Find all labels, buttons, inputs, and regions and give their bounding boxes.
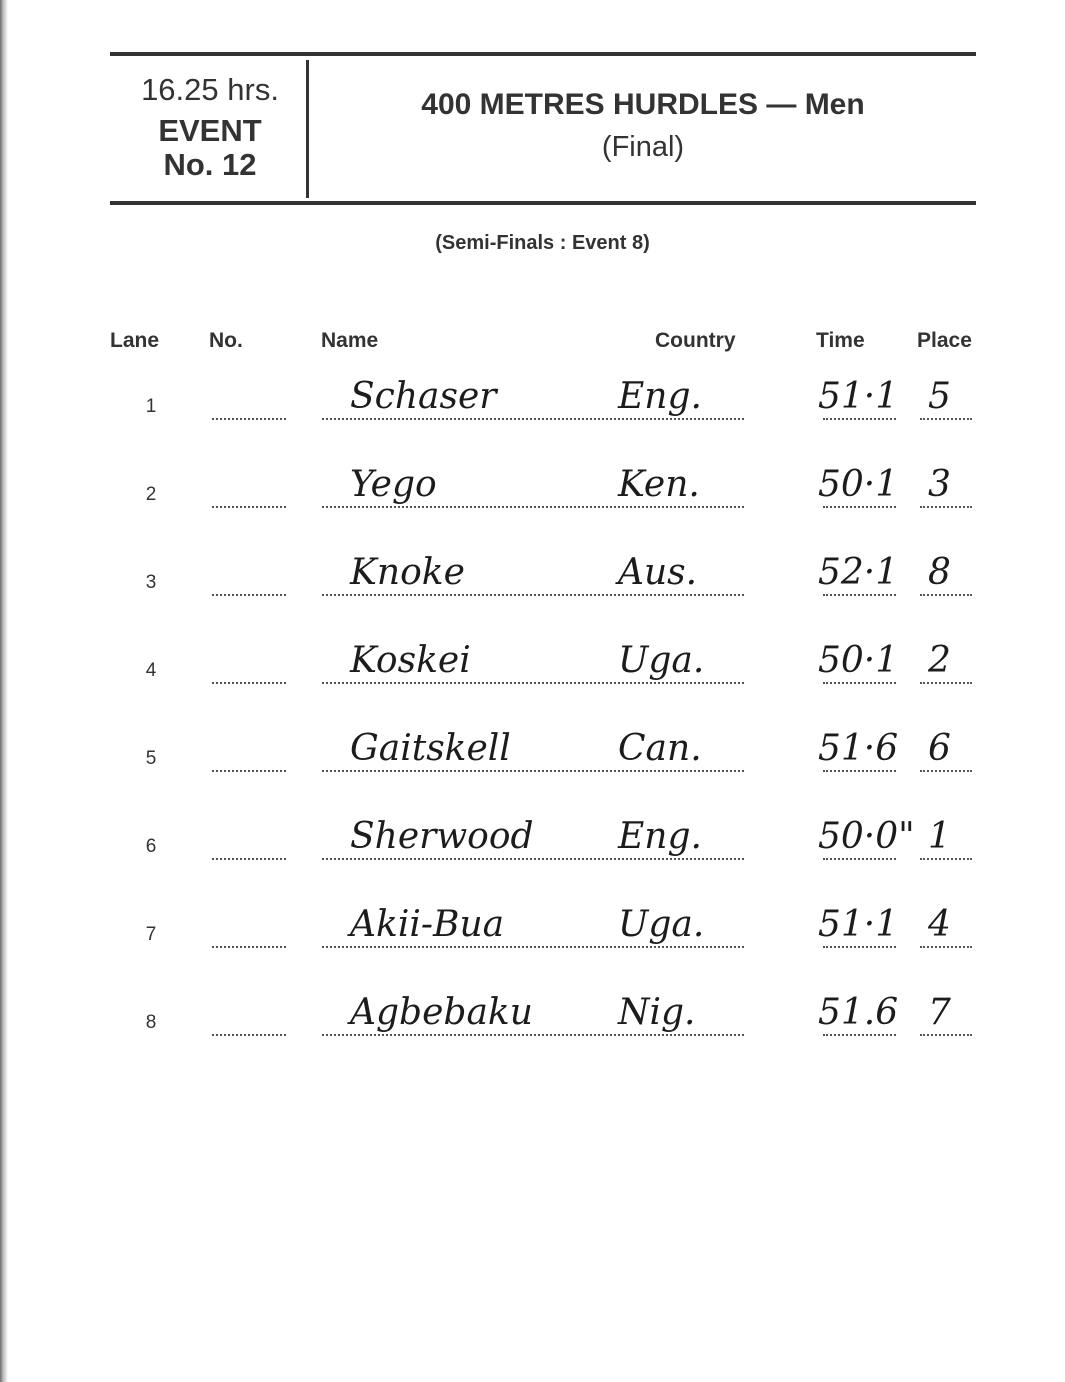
column-header-place: Place xyxy=(917,329,972,352)
result-time: 52·1 xyxy=(818,552,899,593)
time-line xyxy=(823,506,896,508)
name-country-line xyxy=(322,418,744,420)
lane-number: 3 xyxy=(145,572,157,593)
time-line xyxy=(823,418,896,420)
number-line xyxy=(212,506,286,508)
result-place: 4 xyxy=(928,904,951,945)
result-time: 51.6 xyxy=(818,992,899,1033)
time-line xyxy=(823,682,896,684)
place-line xyxy=(920,946,972,948)
name-country-line xyxy=(322,946,744,948)
place-line xyxy=(920,506,972,508)
event-time: 16.25 hrs. xyxy=(141,72,279,107)
result-place: 7 xyxy=(928,992,951,1033)
name-country-line xyxy=(322,858,744,860)
result-row xyxy=(0,554,1065,614)
number-line xyxy=(212,594,286,596)
number-line xyxy=(212,946,286,948)
athlete-country: Aus. xyxy=(618,552,698,593)
athlete-name: Knoke xyxy=(350,552,465,593)
athlete-name: Sherwood xyxy=(350,816,534,857)
result-row xyxy=(0,994,1065,1054)
event-label: EVENT xyxy=(158,113,262,148)
athlete-country: Uga. xyxy=(618,640,705,681)
athlete-country: Uga. xyxy=(618,904,705,945)
time-line xyxy=(823,858,896,860)
semi-finals-note: (Semi-Finals : Event 8) xyxy=(435,232,650,254)
column-header-time: Time xyxy=(816,329,865,352)
result-row xyxy=(0,378,1065,438)
athlete-country: Nig. xyxy=(618,992,696,1033)
athlete-country: Eng. xyxy=(618,376,702,417)
name-country-line xyxy=(322,506,744,508)
lane-number: 7 xyxy=(145,924,157,945)
place-line xyxy=(920,594,972,596)
result-time: 51·1 xyxy=(818,376,899,417)
lane-number: 2 xyxy=(145,484,157,505)
result-time: 50·0" xyxy=(818,816,915,857)
place-line xyxy=(920,1034,972,1036)
place-line xyxy=(920,770,972,772)
result-row xyxy=(0,906,1065,966)
athlete-name: Akii-Bua xyxy=(350,904,505,945)
place-line xyxy=(920,418,972,420)
name-country-line xyxy=(322,682,744,684)
number-line xyxy=(212,418,286,420)
name-country-line xyxy=(322,594,744,596)
athlete-name: Koskei xyxy=(350,640,471,681)
result-time: 50·1 xyxy=(818,640,899,681)
athlete-country: Eng. xyxy=(618,816,702,857)
athlete-name: Gaitskell xyxy=(350,728,511,769)
lane-number: 5 xyxy=(145,748,157,769)
athlete-country: Can. xyxy=(618,728,702,769)
lane-number: 6 xyxy=(145,836,157,857)
result-place: 2 xyxy=(928,640,951,681)
result-time: 51·1 xyxy=(818,904,899,945)
result-time: 50·1 xyxy=(818,464,899,505)
lane-number: 4 xyxy=(145,660,157,681)
name-country-line xyxy=(322,770,744,772)
result-row xyxy=(0,466,1065,526)
number-line xyxy=(212,1034,286,1036)
athlete-name: Schaser xyxy=(350,376,497,417)
result-row xyxy=(0,730,1065,790)
place-line xyxy=(920,682,972,684)
event-subtitle: (Final) xyxy=(601,131,685,163)
time-line xyxy=(823,1034,896,1036)
athlete-country: Ken. xyxy=(618,464,700,505)
column-header-name: Name xyxy=(321,329,379,352)
result-place: 3 xyxy=(928,464,951,505)
result-row xyxy=(0,642,1065,702)
number-line xyxy=(212,682,286,684)
result-place: 5 xyxy=(928,376,951,417)
time-line xyxy=(823,770,896,772)
result-place: 1 xyxy=(928,816,951,857)
athlete-name: Agbebaku xyxy=(350,992,533,1033)
athlete-name: Yego xyxy=(350,464,437,505)
result-place: 8 xyxy=(928,552,951,593)
time-line xyxy=(823,946,896,948)
place-line xyxy=(920,858,972,860)
name-country-line xyxy=(322,1034,744,1036)
result-time: 51·6 xyxy=(818,728,899,769)
result-row xyxy=(0,818,1065,878)
column-header-lane: Lane xyxy=(110,329,160,352)
event-number: No. 12 xyxy=(163,147,257,182)
event-title: 400 METRES HURDLES — Men xyxy=(421,88,865,121)
lane-number: 8 xyxy=(145,1012,157,1033)
number-line xyxy=(212,770,286,772)
number-line xyxy=(212,858,286,860)
time-line xyxy=(823,594,896,596)
column-header-country: Country xyxy=(655,329,736,352)
result-place: 6 xyxy=(928,728,951,769)
column-header-no: No. xyxy=(209,329,243,352)
lane-number: 1 xyxy=(145,396,157,417)
